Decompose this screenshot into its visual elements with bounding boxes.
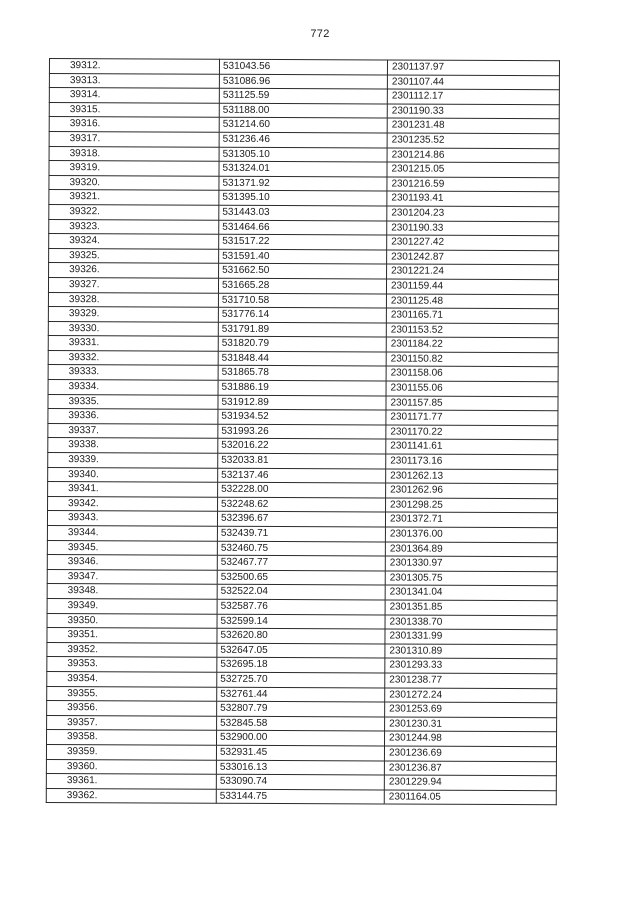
y-coordinate-cell: 2301253.69 <box>385 702 557 717</box>
x-coordinate-cell: 532587.76 <box>217 599 385 614</box>
x-coordinate-cell: 531662.50 <box>219 264 387 279</box>
y-coordinate-cell: 2301330.97 <box>385 556 557 571</box>
point-number-cell: 39340. <box>48 467 218 482</box>
y-coordinate-cell: 2301184.22 <box>386 337 558 352</box>
x-coordinate-cell: 531395.10 <box>219 191 387 206</box>
y-coordinate-cell: 2301227.42 <box>387 235 559 250</box>
y-coordinate-cell: 2301159.44 <box>386 279 558 294</box>
point-number-cell: 39350. <box>47 613 217 628</box>
y-coordinate-cell: 2301376.00 <box>385 527 557 542</box>
x-coordinate-cell: 532845.58 <box>217 716 385 731</box>
point-number-cell: 39339. <box>48 453 218 468</box>
point-number-cell: 39337. <box>48 423 218 438</box>
point-number-cell: 39322. <box>49 204 219 219</box>
y-coordinate-cell: 2301262.96 <box>386 483 558 498</box>
x-coordinate-cell: 531865.78 <box>218 366 386 381</box>
point-number-cell: 39314. <box>49 88 219 103</box>
y-coordinate-cell: 2301338.70 <box>385 615 557 630</box>
point-number-cell: 39320. <box>49 175 219 190</box>
x-coordinate-cell: 532599.14 <box>217 614 385 629</box>
x-coordinate-cell: 532439.71 <box>217 526 385 541</box>
point-number-cell: 39342. <box>48 496 218 511</box>
y-coordinate-cell: 2301171.77 <box>386 410 558 425</box>
y-coordinate-cell: 2301230.31 <box>385 717 557 732</box>
x-coordinate-cell: 532900.00 <box>217 731 385 746</box>
x-coordinate-cell: 531820.79 <box>218 337 386 352</box>
y-coordinate-cell: 2301193.41 <box>387 191 559 206</box>
point-number-cell: 39355. <box>47 686 217 701</box>
page-number: 772 <box>310 28 330 40</box>
y-coordinate-cell: 2301244.98 <box>385 731 557 746</box>
x-coordinate-cell: 531214.60 <box>219 118 387 133</box>
point-number-cell: 39332. <box>48 350 218 365</box>
point-number-cell: 39323. <box>49 219 219 234</box>
y-coordinate-cell: 2301158.06 <box>386 366 558 381</box>
point-number-cell: 39325. <box>49 248 219 263</box>
point-number-cell: 39345. <box>47 540 217 555</box>
point-number-cell: 39347. <box>47 569 217 584</box>
x-coordinate-cell: 531591.40 <box>219 249 387 264</box>
point-number-cell: 39344. <box>47 525 217 540</box>
coordinates-table-body <box>46 59 559 805</box>
x-coordinate-cell: 531188.00 <box>219 103 387 118</box>
x-coordinate-cell: 532248.62 <box>218 497 386 512</box>
point-number-cell: 39348. <box>47 584 217 599</box>
x-coordinate-cell: 531934.52 <box>218 409 386 424</box>
point-number-cell: 39317. <box>49 131 219 146</box>
point-number-cell: 39360. <box>46 759 216 774</box>
x-coordinate-cell: 532396.67 <box>217 512 385 527</box>
x-coordinate-cell: 531886.19 <box>218 380 386 395</box>
point-number-cell: 39331. <box>48 336 218 351</box>
x-coordinate-cell: 531305.10 <box>219 147 387 162</box>
y-coordinate-cell: 2301236.69 <box>384 746 556 761</box>
x-coordinate-cell: 531443.03 <box>219 205 387 220</box>
x-coordinate-cell: 532695.18 <box>217 658 385 673</box>
y-coordinate-cell: 2301173.16 <box>386 454 558 469</box>
x-coordinate-cell: 532522.04 <box>217 585 385 600</box>
y-coordinate-cell: 2301236.87 <box>384 760 556 775</box>
point-number-cell: 39354. <box>47 671 217 686</box>
y-coordinate-cell: 2301190.33 <box>387 221 559 236</box>
point-number-cell: 39361. <box>46 774 216 789</box>
x-coordinate-cell: 532467.77 <box>217 555 385 570</box>
point-number-cell: 39334. <box>48 380 218 395</box>
y-coordinate-cell: 2301293.33 <box>385 658 557 673</box>
x-coordinate-cell: 533144.75 <box>216 789 384 804</box>
x-coordinate-cell: 531464.66 <box>219 220 387 235</box>
point-number-cell: 39351. <box>47 628 217 643</box>
point-number-cell: 39319. <box>49 161 219 176</box>
point-number-cell: 39356. <box>47 701 217 716</box>
y-coordinate-cell: 2301221.24 <box>387 264 559 279</box>
point-number-cell: 39330. <box>48 321 218 336</box>
y-coordinate-cell: 2301107.44 <box>387 75 559 90</box>
x-coordinate-cell: 532620.80 <box>217 628 385 643</box>
y-coordinate-cell: 2301231.48 <box>387 118 559 133</box>
point-number-cell: 39335. <box>48 394 218 409</box>
point-number-cell: 39341. <box>48 482 218 497</box>
y-coordinate-cell: 2301262.13 <box>386 469 558 484</box>
x-coordinate-cell: 532500.65 <box>217 570 385 585</box>
point-number-cell: 39324. <box>49 234 219 249</box>
y-coordinate-cell: 2301155.06 <box>386 381 558 396</box>
point-number-cell: 39312. <box>49 59 219 74</box>
x-coordinate-cell: 532725.70 <box>217 672 385 687</box>
y-coordinate-cell: 2301351.85 <box>385 600 557 615</box>
y-coordinate-cell: 2301216.59 <box>387 177 559 192</box>
point-number-cell: 39362. <box>46 788 216 803</box>
y-coordinate-cell: 2301372.71 <box>385 512 557 527</box>
y-coordinate-cell: 2301238.77 <box>385 673 557 688</box>
point-number-cell: 39353. <box>47 657 217 672</box>
x-coordinate-cell: 531791.89 <box>218 322 386 337</box>
point-number-cell: 39336. <box>48 409 218 424</box>
y-coordinate-cell: 2301310.89 <box>385 644 557 659</box>
x-coordinate-cell: 532807.79 <box>217 701 385 716</box>
point-number-cell: 39326. <box>49 263 219 278</box>
y-coordinate-cell: 2301235.52 <box>387 133 559 148</box>
y-coordinate-cell: 2301170.22 <box>386 425 558 440</box>
x-coordinate-cell: 531848.44 <box>218 351 386 366</box>
x-coordinate-cell: 533090.74 <box>216 774 384 789</box>
y-coordinate-cell: 2301157.85 <box>386 396 558 411</box>
x-coordinate-cell: 532137.46 <box>218 468 386 483</box>
x-coordinate-cell: 532761.44 <box>217 687 385 702</box>
y-coordinate-cell: 2301215.05 <box>387 162 559 177</box>
x-coordinate-cell: 531665.28 <box>218 278 386 293</box>
x-coordinate-cell: 532647.05 <box>217 643 385 658</box>
y-coordinate-cell: 2301141.61 <box>386 439 558 454</box>
x-coordinate-cell: 531125.59 <box>219 88 387 103</box>
point-number-cell: 39346. <box>47 555 217 570</box>
y-coordinate-cell: 2301137.97 <box>387 60 559 75</box>
point-number-cell: 39358. <box>47 730 217 745</box>
point-number-cell: 39315. <box>49 102 219 117</box>
y-coordinate-cell: 2301204.23 <box>387 206 559 221</box>
x-coordinate-cell: 532033.81 <box>218 453 386 468</box>
y-coordinate-cell: 2301341.04 <box>385 585 557 600</box>
point-number-cell: 39359. <box>46 744 216 759</box>
x-coordinate-cell: 531043.56 <box>219 59 387 74</box>
y-coordinate-cell: 2301229.94 <box>384 775 556 790</box>
x-coordinate-cell: 532016.22 <box>218 439 386 454</box>
y-coordinate-cell: 2301112.17 <box>387 89 559 104</box>
point-number-cell: 39328. <box>48 292 218 307</box>
point-number-cell: 39357. <box>47 715 217 730</box>
point-number-cell: 39318. <box>49 146 219 161</box>
y-coordinate-cell: 2301298.25 <box>386 498 558 513</box>
point-number-cell: 39343. <box>47 511 217 526</box>
y-coordinate-cell: 2301305.75 <box>385 571 557 586</box>
x-coordinate-cell: 531517.22 <box>219 234 387 249</box>
point-number-cell: 39349. <box>47 598 217 613</box>
point-number-cell: 39316. <box>49 117 219 132</box>
x-coordinate-cell: 531710.58 <box>218 293 386 308</box>
x-coordinate-cell: 531371.92 <box>219 176 387 191</box>
x-coordinate-cell: 531324.01 <box>219 161 387 176</box>
point-number-cell: 39321. <box>49 190 219 205</box>
point-number-cell: 39352. <box>47 642 217 657</box>
point-number-cell: 39333. <box>48 365 218 380</box>
table-row <box>46 788 556 805</box>
y-coordinate-cell: 2301242.87 <box>387 250 559 265</box>
x-coordinate-cell: 532460.75 <box>217 541 385 556</box>
y-coordinate-cell: 2301165.71 <box>386 308 558 323</box>
y-coordinate-cell: 2301153.52 <box>386 323 558 338</box>
x-coordinate-cell: 531086.96 <box>219 74 387 89</box>
y-coordinate-cell: 2301164.05 <box>384 790 556 805</box>
coordinates-table <box>46 58 560 806</box>
x-coordinate-cell: 531236.46 <box>219 132 387 147</box>
x-coordinate-cell: 531912.89 <box>218 395 386 410</box>
point-number-cell: 39338. <box>48 438 218 453</box>
x-coordinate-cell: 533016.13 <box>216 760 384 775</box>
x-coordinate-cell: 532931.45 <box>216 745 384 760</box>
x-coordinate-cell: 531776.14 <box>218 307 386 322</box>
point-number-cell: 39327. <box>48 277 218 292</box>
y-coordinate-cell: 2301331.99 <box>385 629 557 644</box>
y-coordinate-cell: 2301272.24 <box>385 688 557 703</box>
point-number-cell: 39329. <box>48 307 218 322</box>
y-coordinate-cell: 2301364.89 <box>385 542 557 557</box>
y-coordinate-cell: 2301125.48 <box>386 293 558 308</box>
y-coordinate-cell: 2301190.33 <box>387 104 559 119</box>
y-coordinate-cell: 2301150.82 <box>386 352 558 367</box>
y-coordinate-cell: 2301214.86 <box>387 148 559 163</box>
x-coordinate-cell: 532228.00 <box>218 482 386 497</box>
point-number-cell: 39313. <box>49 73 219 88</box>
x-coordinate-cell: 531993.26 <box>218 424 386 439</box>
